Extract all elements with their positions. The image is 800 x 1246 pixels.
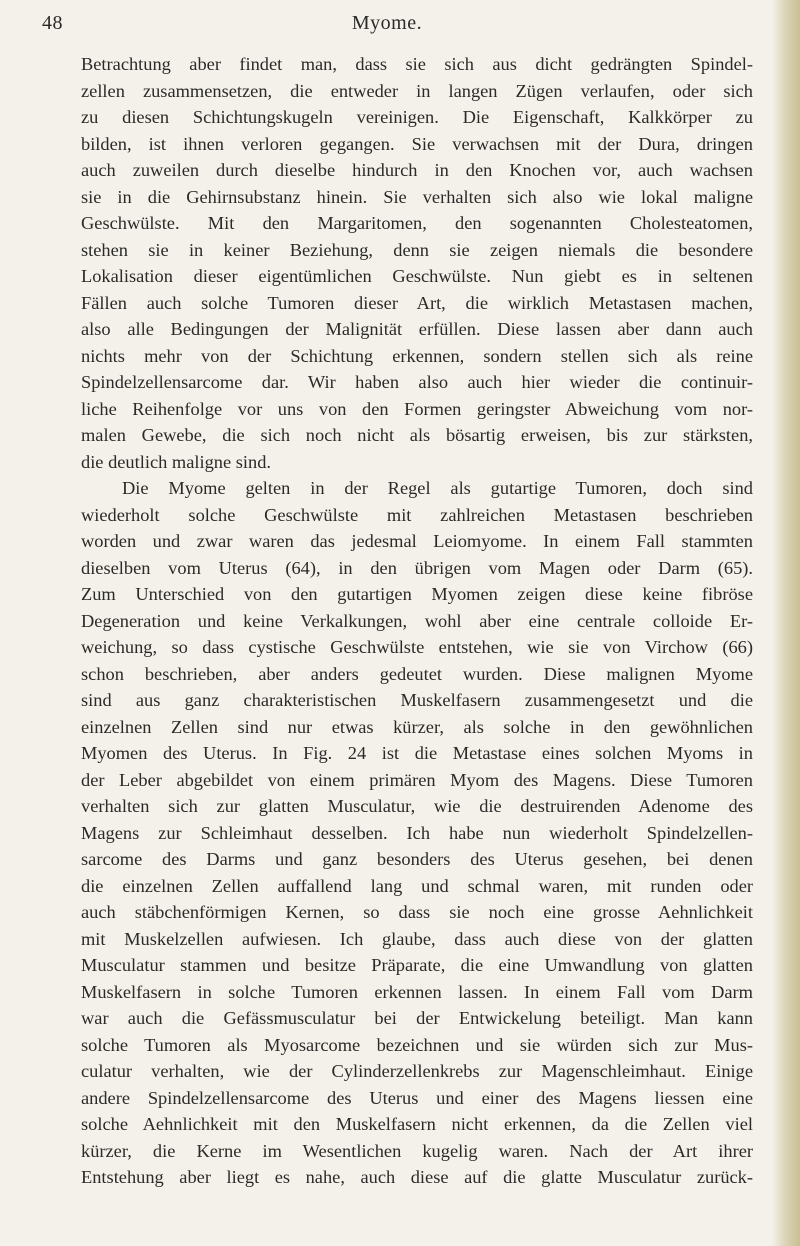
text-line: bilden, ist ihnen verloren gegangen. Sie verwachsen mit der Dura, dringen: [81, 133, 753, 154]
text-line: solche Aehnlichkeit mit den Muskelfasern nicht erkennen, da die Zellen viel: [81, 1114, 753, 1134]
text-line: Spindelzellensarcome dar. Wir haben also auch hier wieder die continuir-: [81, 372, 753, 392]
text-line: Geschwülste. Mit den Margaritomen, den sogenannten Cholesteatomen,: [81, 213, 753, 233]
text-line: malen Gewebe, die sich noch nicht als bösartig erweisen, bis zur stärksten,: [81, 425, 753, 445]
text-line: sind aus ganz charakteristischen Muskelfasern zusammengesetzt und die: [81, 690, 753, 710]
text-line: Musculatur stammen und besitze Präparate, die eine Umwandlung von glatten: [81, 955, 753, 975]
page-number: 48: [42, 12, 63, 34]
text-line: die einzelnen Zellen auffallend lang und schmal waren, mit runden oder: [81, 875, 753, 896]
text-line: solche Tumoren als Myosarcome bezeichnen und sie würden sich zur Mus-: [81, 1034, 753, 1055]
text-line: mit Muskelzellen aufwiesen. Ich glaube, dass auch diese von der glatten: [81, 928, 753, 949]
running-title: Myome.: [351, 12, 423, 34]
text-line: stehen sie in keiner Beziehung, denn sie zeigen niemals die besondere: [81, 239, 753, 260]
text-line: Zum Unterschied von den gutartigen Myomen zeigen diese keine fibröse: [81, 584, 753, 604]
text-line: nichts mehr von der Schichtung erkennen, sondern stellen sich als reine: [81, 345, 753, 366]
text-line: die deutlich maligne sind.: [81, 451, 271, 472]
text-line: andere Spindelzellensarcome des Uterus und einer des Magens liessen eine: [81, 1087, 753, 1108]
text-line: culatur verhalten, wie der Cylinderzellenkrebs zur Magenschleimhaut. Einige: [81, 1061, 753, 1081]
text-line: liche Reihenfolge vor uns von den Formen geringster Abweichung vom nor-: [81, 398, 753, 419]
text-line: worden und zwar waren das jedesmal Leiomyome. In einem Fall stammten: [81, 531, 753, 551]
text-line: verhalten sich zur glatten Musculatur, wie die destruirenden Adenome des: [81, 796, 753, 816]
text-line: schon beschrieben, aber anders gedeutet wurden. Diese malignen Myome: [81, 663, 753, 684]
text-line: wiederholt solche Geschwülste mit zahlreichen Metastasen beschrieben: [81, 504, 753, 525]
text-line: einzelnen Zellen sind nur etwas kürzer, als solche in den gewöhnlichen: [81, 716, 753, 737]
page-header: [22, 8, 752, 42]
text-line: war auch die Gefässmusculatur bei der Entwickelung beteiligt. Man kann: [81, 1008, 753, 1028]
text-line: auch stäbchenförmigen Kernen, so dass sie noch eine grosse Aehnlichkeit: [81, 902, 753, 922]
body-text: [81, 51, 753, 1191]
text-line: zellen zusammensetzen, die entweder in langen Zügen verlaufen, oder sich: [81, 80, 753, 101]
text-line: Magens zur Schleimhaut desselben. Ich habe nun wiederholt Spindelzellen-: [81, 822, 753, 843]
page-edge-shadow: [772, 0, 800, 1246]
text-line: sarcome des Darms und ganz besonders des Uterus gesehen, bei denen: [81, 849, 753, 869]
text-line: kürzer, die Kerne im Wesentlichen kugelig waren. Nach der Art ihrer: [81, 1140, 753, 1161]
text-line: Betrachtung aber findet man, dass sie sich aus dicht gedrängten Spindel-: [81, 54, 753, 74]
text-line: also alle Bedingungen der Malignität erfüllen. Diese lassen aber dann auch: [81, 319, 753, 339]
text-line: Degeneration und keine Verkalkungen, wohl aber eine centrale colloide Er-: [81, 610, 753, 631]
text-line: auch zuweilen durch dieselbe hindurch in den Knochen vor, auch wachsen: [81, 160, 753, 180]
text-line: dieselben vom Uterus (64), in den übrigen vom Magen oder Darm (65).: [81, 557, 753, 578]
text-line: Entstehung aber liegt es nahe, auch diese auf die glatte Musculatur zurück-: [81, 1167, 753, 1187]
text-line: sie in die Gehirnsubstanz hinein. Sie verhalten sich also wie lokal maligne: [81, 186, 753, 207]
text-line: Lokalisation dieser eigentümlichen Geschwülste. Nun giebt es in seltenen: [81, 266, 753, 286]
text-line: zu diesen Schichtungskugeln vereinigen. Die Eigenschaft, Kalkkörper zu: [81, 107, 753, 127]
text-line: Muskelfasern in solche Tumoren erkennen lassen. In einem Fall vom Darm: [81, 981, 753, 1002]
text-line: Fällen auch solche Tumoren dieser Art, die wirklich Metastasen machen,: [81, 292, 753, 313]
text-line: der Leber abgebildet von einem primären Myom des Magens. Diese Tumoren: [81, 769, 753, 790]
text-line: Die Myome gelten in der Regel als gutartige Tumoren, doch sind: [122, 478, 753, 498]
text-line: weichung, so dass cystische Geschwülste entstehen, wie sie von Virchow (66): [81, 637, 753, 657]
text-line: Myomen des Uterus. In Fig. 24 ist die Metastase eines solchen Myoms in: [81, 743, 753, 763]
